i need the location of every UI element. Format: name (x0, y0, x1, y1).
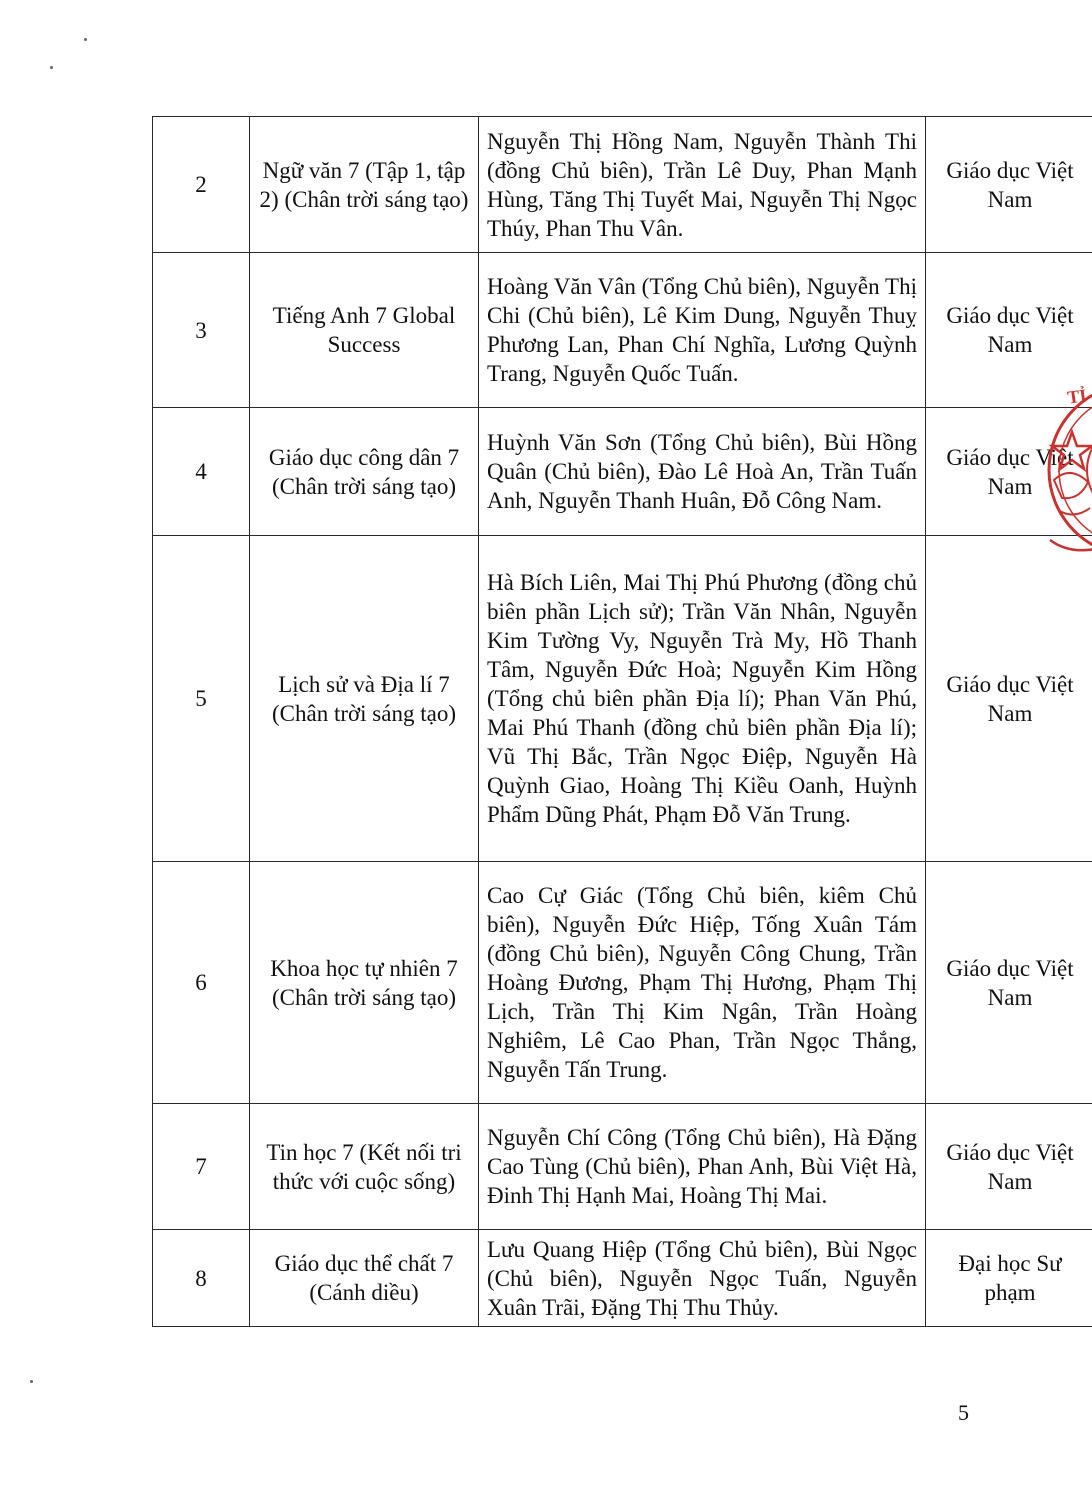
book-publisher: Giáo dục Việt Nam (926, 862, 1092, 1104)
book-authors: Huỳnh Văn Sơn (Tổng Chủ biên), Bùi Hồng Quân (Chủ biên), Đào Lê Hoà An, Trần Tuấn Anh, Nguyễn Thanh Huân, Đỗ Công Nam. (479, 408, 926, 536)
table-row (153, 862, 1092, 1104)
book-title: Lịch sử và Địa lí 7 (Chân trời sáng tạo) (250, 536, 479, 862)
scan-speck (50, 66, 53, 69)
book-title: Khoa học tự nhiên 7 (Chân trời sáng tạo) (250, 862, 479, 1104)
table-row (153, 1104, 1092, 1230)
book-publisher: Đại học Sư phạm (926, 1230, 1092, 1327)
book-title: Giáo dục công dân 7 (Chân trời sáng tạo) (250, 408, 479, 536)
row-number: 6 (153, 862, 250, 1104)
book-authors: Nguyễn Thị Hồng Nam, Nguyễn Thành Thi (đồng Chủ biên), Trần Lê Duy, Phan Mạnh Hùng, Tăng Thị Tuyết Mai, Nguyễn Thị Ngọc Thúy, Phan Thu Vân. (479, 117, 926, 253)
row-number: 7 (153, 1104, 250, 1230)
row-number: 4 (153, 408, 250, 536)
scan-speck (30, 1380, 33, 1383)
page-number: 5 (958, 1400, 969, 1425)
table-row (153, 408, 1092, 536)
table-row (153, 1230, 1092, 1327)
row-number: 5 (153, 536, 250, 862)
book-title: Ngữ văn 7 (Tập 1, tập 2) (Chân trời sáng tạo) (250, 117, 479, 253)
table-row (153, 117, 1092, 253)
book-authors: Cao Cự Giác (Tổng Chủ biên, kiêm Chủ biên), Nguyễn Đức Hiệp, Tống Xuân Tám (đồng Chủ biên), Nguyễn Công Chung, Trần Hoàng Đương, Phạm Thị Hương, Phạm Thị Lịch, Trần Thị Kim Ngân, Trần Hoàng Nghiêm, Lê Cao Phan, Trần Ngọc Thắng, Nguyễn Tấn Trung. (479, 862, 926, 1104)
book-publisher: Giáo dục Việt Nam (926, 536, 1092, 862)
row-number: 8 (153, 1230, 250, 1327)
book-title: Tiếng Anh 7 Global Success (250, 253, 479, 408)
textbook-table (152, 116, 1092, 1327)
book-publisher: Giáo dục Việt Nam (926, 253, 1092, 408)
book-authors: Hà Bích Liên, Mai Thị Phú Phương (đồng chủ biên phần Lịch sử); Trần Văn Nhân, Nguyễn Kim Tường Vy, Nguyễn Trà My, Hồ Thanh Tâm, Nguyễn Đức Hoà; Nguyễn Kim Hồng (Tổng chủ biên phần Địa lí); Phan Văn Phú, Mai Phú Thanh (đồng chủ biên phần Địa lí); Vũ Thị Bắc, Trần Ngọc Điệp, Nguyễn Hà Quỳnh Giao, Hoàng Thị Kiều Oanh, Huỳnh Phẩm Dũng Phát, Phạm Đỗ Văn Trung. (479, 536, 926, 862)
book-publisher: Giáo dục Việt Nam (926, 408, 1092, 536)
svg-text:TỈ: TỈ (1066, 385, 1088, 408)
row-number: 2 (153, 117, 250, 253)
book-publisher: Giáo dục Việt Nam (926, 1104, 1092, 1230)
book-title: Giáo dục thể chất 7 (Cánh diều) (250, 1230, 479, 1327)
table-row (153, 253, 1092, 408)
book-authors: Lưu Quang Hiệp (Tổng Chủ biên), Bùi Ngọc (Chủ biên), Nguyễn Ngọc Tuấn, Nguyễn Xuân Trãi, Đặng Thị Thu Thủy. (479, 1230, 926, 1327)
book-authors: Nguyễn Chí Công (Tổng Chủ biên), Hà Đặng Cao Tùng (Chủ biên), Phan Anh, Bùi Việt Hà, Đinh Thị Hạnh Mai, Hoàng Thị Mai. (479, 1104, 926, 1230)
row-number: 3 (153, 253, 250, 408)
book-publisher: Giáo dục Việt Nam (926, 117, 1092, 253)
book-authors: Hoàng Văn Vân (Tổng Chủ biên), Nguyễn Thị Chi (Chủ biên), Lê Kim Dung, Nguyễn Thuỵ Phương Lan, Phan Chí Nghĩa, Lương Quỳnh Trang, Nguyễn Quốc Tuấn. (479, 253, 926, 408)
scan-speck (84, 38, 87, 41)
table-row (153, 536, 1092, 862)
book-title: Tin học 7 (Kết nối tri thức với cuộc sống) (250, 1104, 479, 1230)
official-seal-icon (1040, 370, 1092, 570)
